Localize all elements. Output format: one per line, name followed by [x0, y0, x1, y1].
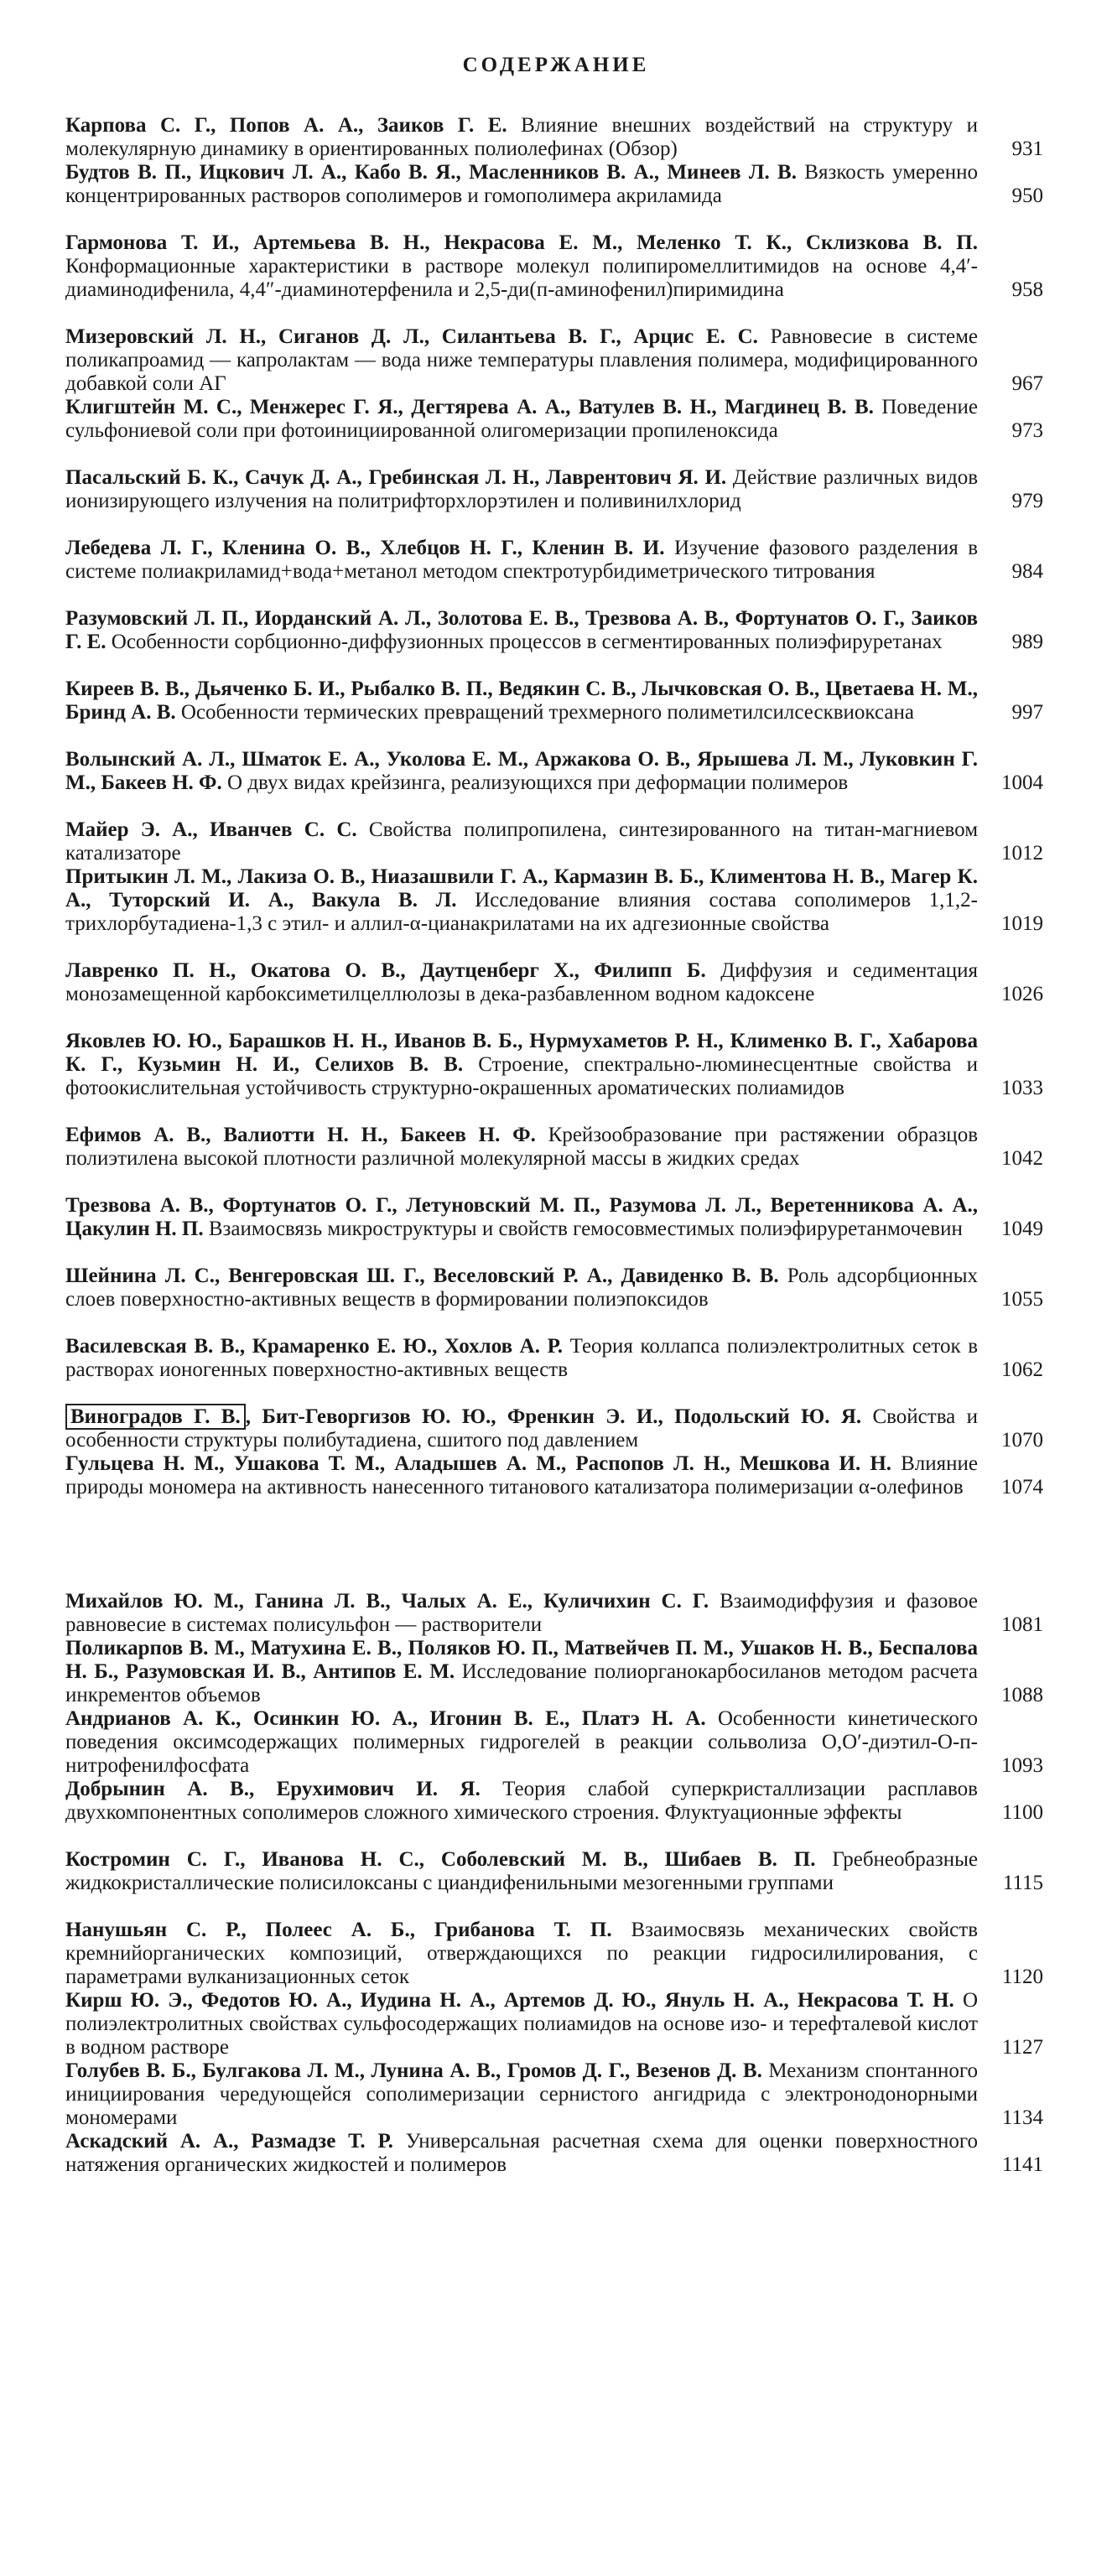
entry-title: Теория коллапса полиэлектролитных сеток в растворах ионогенных поверхностно-активных веществ	[65, 1335, 979, 1381]
entry-authors: Притыкин Л. М., Лакиза О. В., Ниазашвили Г. А., Кармазин В. Б., Климентова Н. В., Магер К. А., Туторский И. А., Вакула В. Л.	[65, 865, 978, 911]
entry-authors: Ефимов А. В., Валиотти Н. Н., Бакеев Н. Ф.	[65, 1124, 536, 1146]
toc-entry[interactable]	[65, 396, 1043, 443]
entry-title: Гребнеобразные жидкокристаллические полисилоксаны с циандифенильными мезогенными группами	[65, 1848, 978, 1894]
entry-authors: Киреев В. В., Дьяченко Б. И., Рыбалко В. П., Ведякин С. В., Лычковская О. В., Цветаева Н. М., Бринд А. В.	[65, 678, 978, 724]
entry-page: 1088	[1001, 1684, 1043, 1706]
entry-title: О полиэлектролитных свойствах сульфосодержащих полиамидов на основе изо- и терефталевой кислот в водном растворе	[65, 1989, 978, 2059]
entry-page: 1127	[1001, 2036, 1043, 2059]
entry-authors: Гармонова Т. И., Артемьева В. Н., Некрасова Е. М., Меленко Т. К., Склизкова В. П.	[65, 231, 978, 254]
entry-authors: Костромин С. Г., Иванова Н. С., Соболевский М. В., Шибаев В. П.	[65, 1848, 816, 1871]
entry-authors: Яковлев Ю. Ю., Барашков Н. Н., Иванов В. Б., Нурмухаметов Р. Н., Клименко В. Г., Хабарова К. Г., Кузьмин Н. И., Селихов В. В.	[65, 1030, 978, 1076]
entry-title: Механизм спонтанного инициирования чередующейся сополимеризации сернистого ангидрида с электронодонорными мономерами	[65, 2059, 978, 2129]
entry-title: Крейзообразование при растяжении образцов полиэтилена высокой плотности различной молекулярной массы в жидких средах	[65, 1124, 978, 1170]
entry-page: 1070	[1001, 1429, 1043, 1452]
entry-authors: Трезвова А. В., Фортунатов О. Г., Летуновский М. П., Разумова Л. Л., Веретенникова А. А., Цакулин Н. П.	[65, 1194, 978, 1240]
toc-entry[interactable]	[65, 1405, 1043, 1452]
entry-page: 1062	[1001, 1358, 1043, 1381]
entry-page: 997	[1011, 701, 1043, 724]
entry-authors: Василевская В. В., Крамаренко Е. Ю., Хохлов А. Р.	[65, 1335, 564, 1358]
entry-page: 1042	[1001, 1147, 1043, 1170]
entry-title: Равновесие в системе поликапроамид — капролактам — вода ниже температуры плавления полимера, модифицированного добавкой соли АГ	[65, 325, 979, 395]
toc-entry[interactable]	[65, 114, 1043, 161]
entry-authors: Карпова С. Г., Попов А. А., Заиков Г. Е.	[65, 114, 507, 137]
toc-entry[interactable]	[65, 1919, 1043, 1989]
entry-authors: Шейнина Л. С., Венгеровская Ш. Г., Веселовский Р. А., Давиденко В. В.	[65, 1265, 779, 1287]
entry-title: Исследование полиорганокарбосиланов методом расчета инкрементов объемов	[65, 1660, 978, 1706]
toc-entry[interactable]	[65, 2059, 1043, 2130]
entry-authors: Пасальский Б. К., Сачук Д. А., Гребинская Л. Н., Лаврентович Я. И.	[65, 466, 727, 489]
toc-entry[interactable]	[65, 1778, 1043, 1825]
entry-title: Действие различных видов ионизирующего излучения на политрифторхлорэтилен и поливинилхлорид	[65, 466, 978, 512]
toc-entry[interactable]	[65, 537, 1043, 584]
entry-page: 1012	[1001, 842, 1043, 865]
toc-entry[interactable]	[65, 1194, 1043, 1241]
toc-entry[interactable]	[65, 1590, 1043, 1637]
entry-page: 1019	[1001, 912, 1043, 935]
entry-authors: Поликарпов В. М., Матухина Е. В., Поляков Ю. П., Матвейчев П. М., Ушаков Н. В., Беспалова Н. Б., Разумовская И. В., Антипов Е. М.	[65, 1637, 978, 1683]
entry-authors: Майер Э. А., Иванчев С. С.	[65, 818, 357, 841]
entry-page: 979	[1011, 490, 1043, 512]
entry-page: 1055	[1001, 1288, 1043, 1311]
entry-authors: Кирш Ю. Э., Федотов Ю. А., Иудина Н. А., Артемов Д. Ю., Януль Н. А., Некрасова Т. Н.	[65, 1989, 954, 2012]
toc-entry[interactable]	[65, 1848, 1043, 1895]
entry-page: 1100	[1001, 1801, 1043, 1824]
entry-authors: Андрианов А. К., Осинкин Ю. А., Игонин В. Е., Платэ Н. А.	[65, 1707, 706, 1730]
entry-authors: Клигштейн М. С., Менжерес Г. Я., Дегтярева А. А., Ватулев В. Н., Магдинец В. В.	[65, 396, 874, 418]
entry-title: Особенности кинетического поведения оксимсодержащих полимерных гидрогелей в реакции сольволиза O,O′-диэтил-O-п-нитрофенилфосфата	[65, 1707, 979, 1777]
entry-title: Влияние внешних воздействий на структуру и молекулярную динамику в ориентированных полиолефинах (Обзор)	[65, 114, 978, 160]
entry-page: 1074	[1001, 1476, 1043, 1498]
entry-authors: Аскадский А. А., Размадзе Т. Р.	[65, 2130, 393, 2153]
toc-entry[interactable]	[65, 231, 1043, 302]
entry-title: Диффузия и седиментация монозамещенной карбоксиметилцеллюлозы в дека-разбавленном водном кадоксене	[65, 959, 978, 1005]
entry-authors: Мизеровский Л. Н., Сиганов Д. Л., Силантьева В. Г., Арцис Е. С.	[65, 325, 758, 348]
entry-authors: Волынский А. Л., Шматок Е. А., Уколова Е. М., Аржакова О. В., Ярышева Л. М., Луковкин Г. М., Бакеев Н. Ф.	[65, 748, 978, 794]
toc-entry[interactable]	[65, 161, 1043, 208]
entry-page: 1049	[1001, 1218, 1043, 1240]
entry-title: Универсальная расчетная схема для оценки поверхностного натяжения органических жидкостей и полимеров	[65, 2130, 979, 2176]
toc-entry[interactable]	[65, 325, 1043, 396]
toc-entry[interactable]	[65, 1637, 1043, 1707]
entry-title: Взаимодиффузия и фазовое равновесие в системах полисульфон — растворители	[65, 1590, 979, 1636]
entry-title: Теория слабой суперкристаллизации расплавов двухкомпонентных сополимеров сложного химического строения. Флуктуационные эффекты	[65, 1778, 978, 1824]
toc-entry[interactable]	[65, 678, 1043, 724]
entry-title: Взаимосвязь микроструктуры и свойств гемосовместимых полиэфируретанмочевин	[208, 1218, 963, 1240]
entry-page: 984	[1011, 560, 1043, 583]
entry-title: Строение, спектрально-люминесцентные свойства и фотоокислительная устойчивость структурно-окрашенных ароматических полиамидов	[65, 1053, 978, 1099]
entry-page: 1081	[1001, 1613, 1043, 1636]
entry-page: 958	[1011, 278, 1043, 301]
toc-entry[interactable]	[65, 818, 1043, 865]
entry-authors: , Бит-Геворгизов Ю. Ю., Френкин Э. И., Подольский Ю. Я.	[245, 1405, 862, 1428]
entry-title: Вязкость умеренно концентрированных растворов сополимеров и гомополимера акриламида	[65, 161, 978, 207]
entry-authors: Лебедева Л. Г., Кленина О. В., Хлебцов Н. Г., Кленин В. И.	[65, 537, 665, 559]
entry-title: Исследование влияния состава сополимеров 1,1,2-трихлорбутадиена-1,3 с этил- и аллил-α-цианакрилатами на их адгезионные свойства	[65, 889, 978, 935]
entry-page: 1120	[1001, 1966, 1043, 1988]
toc-entry[interactable]	[65, 1707, 1043, 1778]
entry-authors: Гульцева Н. М., Ушакова Т. М., Аладышев А. М., Распопов Л. Н., Мешкова И. Н.	[65, 1452, 892, 1475]
entry-page: 973	[1011, 419, 1043, 442]
toc-entry[interactable]	[65, 865, 1043, 936]
entry-title: Особенности термических превращений трехмерного полиметилсилсесквиоксана	[180, 701, 914, 724]
entry-title: Особенности сорбционно-диффузионных процессов в сегментированных полиэфируретанах	[111, 631, 943, 653]
entry-title: Поведение сульфониевой соли при фотоинициированной олигомеризации пропиленоксида	[65, 396, 979, 442]
entry-authors: Будтов В. П., Ицкович Л. А., Кабо В. Я., Масленников В. А., Минеев Л. В.	[65, 161, 797, 184]
entry-title: Свойства и особенности структуры полибутадиена, сшитого под давлением	[65, 1405, 979, 1452]
entry-page: 1141	[1001, 2153, 1043, 2176]
entry-page: 1115	[1002, 1872, 1043, 1894]
toc-entry[interactable]	[65, 959, 1043, 1006]
entry-page: 1026	[1001, 983, 1043, 1005]
entry-page: 1093	[1001, 1754, 1043, 1777]
toc-entry[interactable]	[65, 1030, 1043, 1100]
entry-page: 931	[1011, 138, 1043, 160]
entry-title: Роль адсорбционных слоев поверхностно-активных веществ в формировании полиэпоксидов	[65, 1265, 979, 1311]
entry-title: Взаимосвязь механических свойств кремнийорганических композиций, отверждающихся по реакции гидросилилирования, с параметрами вулканизационных сеток	[65, 1919, 978, 1988]
entry-title: Конформационные характеристики в растворе молекул полипиромеллитимидов на основе 4,4′-диаминодифенила, 4,4″-диаминотерфенила и 2,5-ди(п-аминофенил)пиримидина	[65, 255, 978, 301]
entry-authors: Разумовский Л. П., Иорданский А. Л., Золотова Е. В., Трезвова А. В., Фортунатов О. Г., Заиков Г. Е.	[65, 607, 978, 653]
entry-authors: Добрынин А. В., Ерухимович И. Я.	[65, 1778, 481, 1800]
toc-entry[interactable]	[65, 1989, 1043, 2059]
toc-entry[interactable]	[65, 2130, 1043, 2177]
entry-title: Влияние природы мономера на активность нанесенного титанового катализатора полимеризации α-олефинов	[65, 1452, 978, 1498]
toc-entry[interactable]	[65, 1124, 1043, 1171]
entry-title: О двух видах крейзинга, реализующихся при деформации полимеров	[227, 771, 849, 794]
entry-page: 1033	[1001, 1077, 1043, 1099]
page-title: СОДЕРЖАНИЕ	[462, 54, 650, 76]
toc-entry[interactable]	[65, 1265, 1043, 1311]
entry-authors: Михайлов Ю. М., Ганина Л. В., Чалых А. Е., Куличихин С. Г.	[65, 1590, 709, 1613]
toc-entry[interactable]	[65, 1452, 1043, 1499]
entry-authors: Голубев В. Б., Булгакова Л. М., Лунина А. В., Громов Д. Г., Везенов Д. В.	[65, 2059, 762, 2082]
entry-page: 989	[1011, 631, 1043, 653]
entry-page: 950	[1011, 184, 1043, 207]
entry-title: Изучение фазового разделения в системе полиакриламид+вода+метанол методом спектротурбидиметрического титрования	[65, 537, 979, 583]
toc-entry[interactable]	[65, 466, 1043, 513]
entry-authors: Лавренко П. Н., Окатова О. В., Даутценберг Х., Филипп Б.	[65, 959, 706, 982]
deceased-author-box: Виноградов Г. В.	[65, 1404, 246, 1430]
entry-authors: Нанушьян С. Р., Полеес А. Б., Грибанова Т. П.	[65, 1919, 612, 1941]
toc-entry[interactable]	[65, 748, 1043, 795]
entry-page: 967	[1011, 372, 1043, 395]
entry-page: 1004	[1001, 771, 1043, 794]
toc-entry[interactable]	[65, 1335, 1043, 1382]
toc-entry[interactable]	[65, 607, 1043, 654]
entry-title: Свойства полипропилена, синтезированного на титан-магниевом катализаторе	[65, 818, 979, 865]
entry-page: 1134	[1001, 2106, 1043, 2129]
